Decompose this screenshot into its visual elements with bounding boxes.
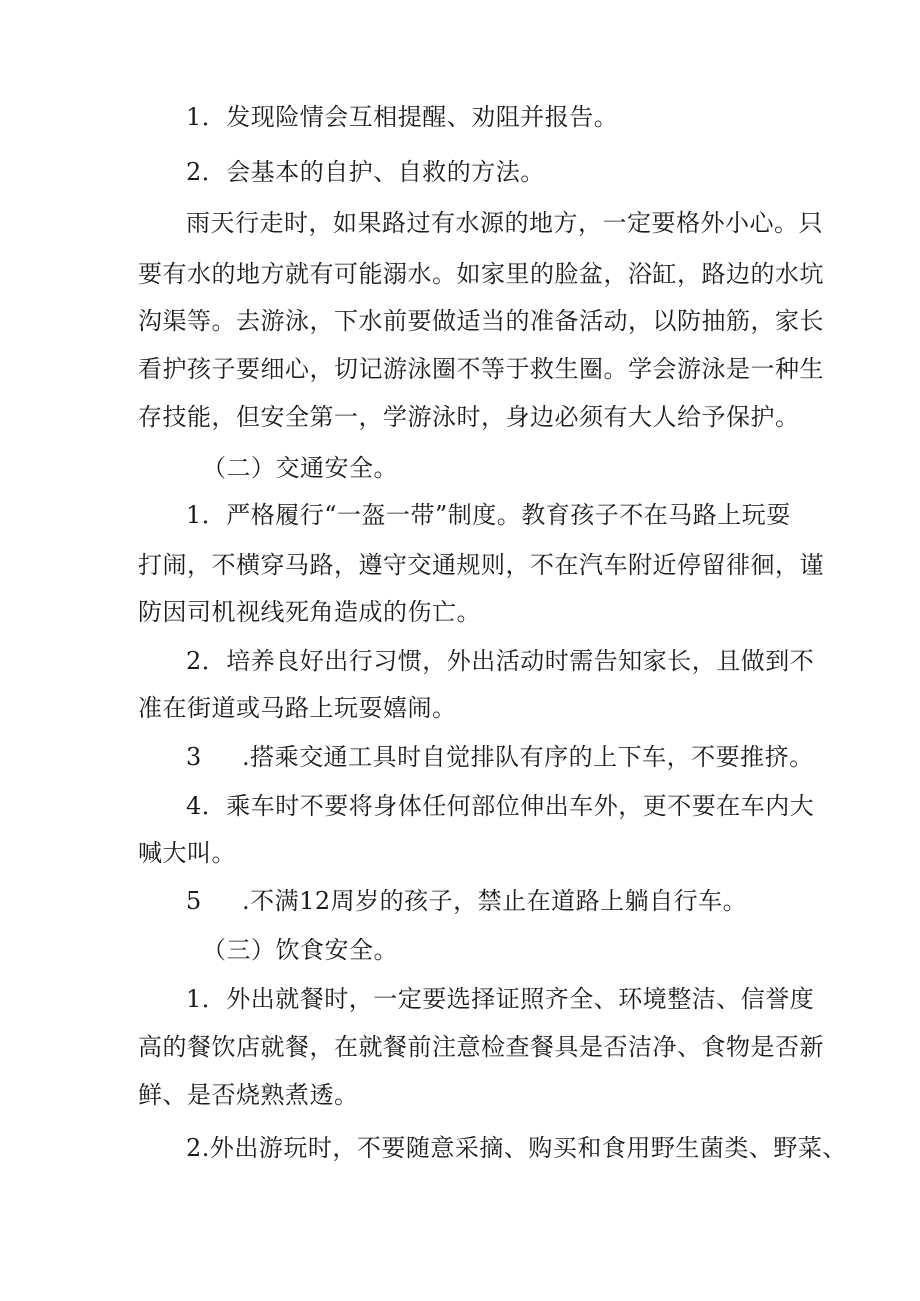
list-text: .不满12周岁的孩子，禁止在道路上躺自行车。: [242, 887, 748, 915]
paragraph-line: 2．会基本的自护、自救的方法。: [186, 158, 545, 186]
paragraph-line: 2.外出游玩时，不要随意采摘、购买和食用野生菌类、野菜、: [186, 1134, 847, 1162]
section-heading: （三）饮食安全。: [202, 936, 398, 964]
list-number: 5: [186, 887, 202, 915]
paragraph-line: 防因司机视线死角造成的伤亡。: [138, 598, 481, 626]
paragraph-line: 1．严格履行“一盔一带”制度。教育孩子不在马路上玩耍: [186, 501, 791, 529]
paragraph-line: 2．培养良好出行习惯，外出活动时需告知家长，且做到不: [186, 647, 815, 675]
paragraph-line: 雨天行走时，如果路过有水源的地方，一定要格外小心。只: [186, 209, 823, 237]
paragraph-line: 存技能，但安全第一，学游泳时，身边必须有大人给予保护。: [138, 403, 800, 431]
paragraph-line: 高的餐饮店就餐，在就餐前注意检查餐具是否洁净、食物是否新: [138, 1033, 824, 1061]
paragraph-line: 4．乘车时不要将身体任何部位伸出车外，更不要在车内大: [186, 792, 815, 820]
list-text: .搭乘交通工具时自觉排队有序的上下车，不要推挤。: [242, 743, 814, 771]
paragraph-line: 准在街道或马路上玩耍嬉闹。: [138, 694, 457, 722]
section-heading: （二）交通安全。: [202, 454, 398, 482]
paragraph-line: [186, 742, 846, 772]
paragraph-line: 1．外出就餐时，一定要选择证照齐全、环境整洁、信誉度: [186, 985, 815, 1013]
paragraph-line: 1．发现险情会互相提醒、劝阻并报告。: [186, 103, 619, 131]
paragraph-line: 看护孩子要细心，切记游泳圈不等于救生圈。学会游泳是一种生: [138, 355, 824, 383]
paragraph-line: 要有水的地方就有可能溺水。如家里的脸盆，浴缸，路边的水坑: [138, 260, 824, 288]
paragraph-line: [186, 886, 846, 916]
paragraph-line: 打闹，不横穿马路，遵守交通规则，不在汽车附近停留徘徊，谨: [138, 551, 824, 579]
list-number: 3: [186, 743, 202, 771]
paragraph-line: 鲜、是否烧熟煮透。: [138, 1081, 359, 1109]
paragraph-line: 沟渠等。去游泳，下水前要做适当的准备活动，以防抽筋，家长: [138, 307, 824, 335]
paragraph-line: 喊大叫。: [138, 839, 236, 867]
